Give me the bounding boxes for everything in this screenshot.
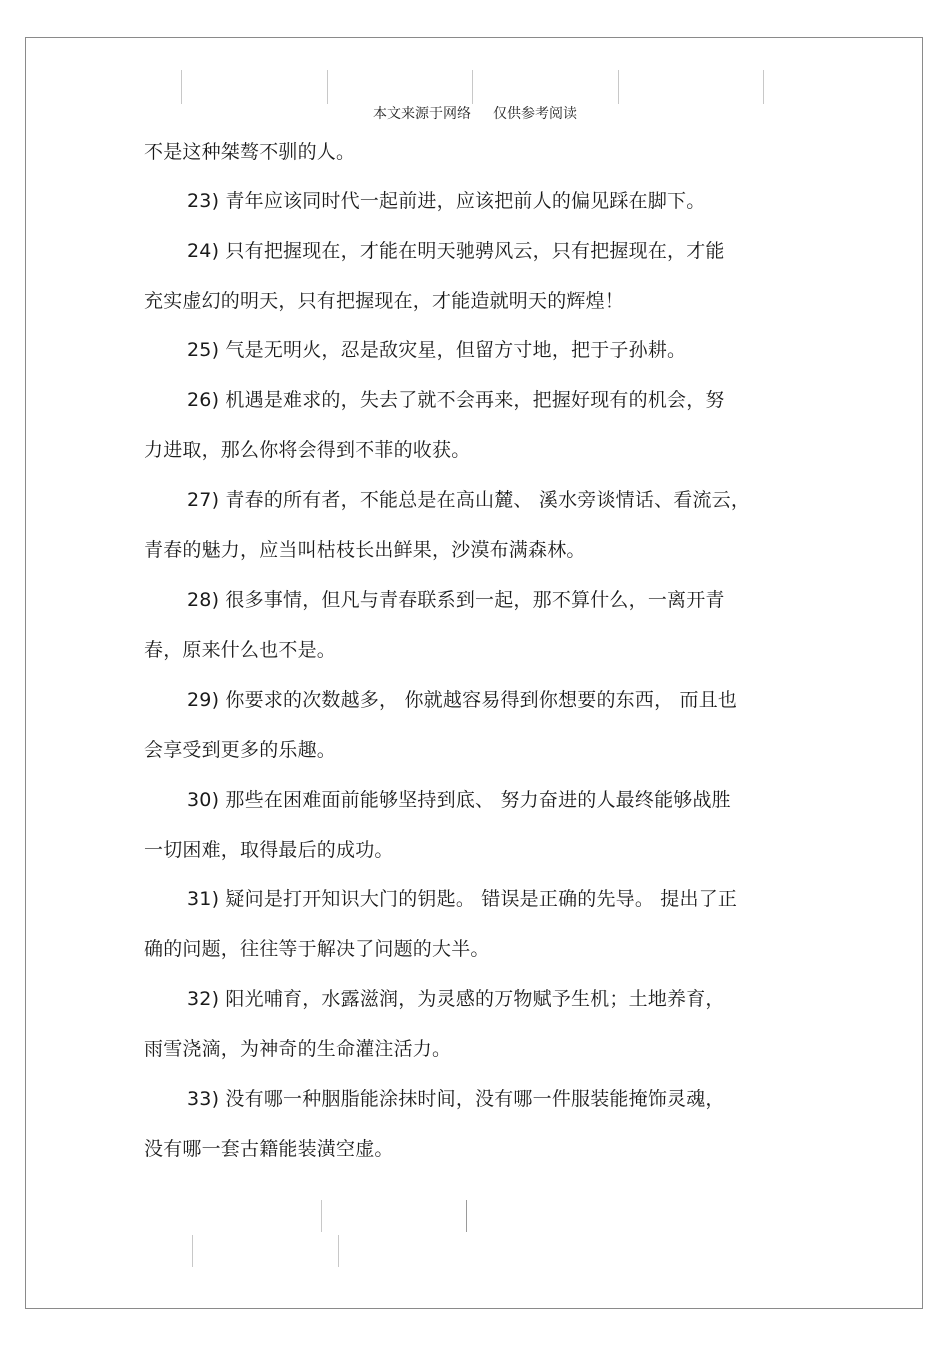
text-line: 32) 阳光哺育，水露滋润，为灵感的万物赋予生机；土地养育，: [187, 988, 725, 1010]
text-line: 25) 气是无明火，忍是敌灾星，但留方寸地，把于子孙耕。: [187, 339, 687, 361]
rule-mark: [763, 70, 764, 104]
text-line: 28) 很多事情，但凡与青春联系到一起，那不算什么，一离开青: [187, 589, 725, 611]
rule-mark: [472, 70, 473, 104]
rule-mark: [181, 70, 182, 104]
header-source-text: 本文来源于网络: [373, 106, 471, 122]
page-header: [0, 103, 950, 123]
text-line: 没有哪一套古籍能装潢空虚。: [144, 1138, 394, 1160]
text-line: 青春的魅力，应当叫枯枝长出鲜果，沙漠布满森林。: [144, 539, 586, 561]
rule-mark: [321, 1200, 322, 1232]
text-line: 23) 青年应该同时代一起前进，应该把前人的偏见踩在脚下。: [187, 190, 706, 212]
rule-mark: [327, 70, 328, 104]
text-line: 充实虚幻的明天，只有把握现在，才能造就明天的辉煌！: [144, 290, 625, 312]
text-line: 31) 疑问是打开知识大门的钥匙。 错误是正确的先导。 提出了正: [187, 888, 738, 910]
text-line: 雨雪浇滴，为神奇的生命灌注活力。: [144, 1038, 452, 1060]
text-line: 确的问题，往往等于解决了问题的大半。: [144, 938, 490, 960]
rule-mark: [338, 1235, 339, 1267]
header-reference-text: 仅供参考阅读: [493, 106, 577, 122]
text-line: 会享受到更多的乐趣。: [144, 739, 337, 761]
text-line: 力进取，那么你将会得到不菲的收获。: [144, 439, 471, 461]
text-line: 27) 青春的所有者，不能总是在高山麓、 溪水旁谈情话、看流云，: [187, 489, 751, 511]
text-line: 不是这种桀骜不驯的人。: [144, 141, 356, 163]
text-line: 春，原来什么也不是。: [144, 639, 337, 661]
text-line: 29) 你要求的次数越多， 你就越容易得到你想要的东西， 而且也: [187, 689, 738, 711]
text-line: 30) 那些在困难面前能够坚持到底、 努力奋进的人最终能够战胜: [187, 789, 731, 811]
rule-mark: [192, 1235, 193, 1267]
text-line: 26) 机遇是难求的，失去了就不会再来，把握好现有的机会，努: [187, 389, 725, 411]
text-line: 一切困难，取得最后的成功。: [144, 839, 394, 861]
rule-mark: [618, 70, 619, 104]
text-line: 24) 只有把握现在，才能在明天驰骋风云，只有把握现在，才能: [187, 240, 725, 262]
page-border: [25, 37, 923, 1309]
text-line: 33) 没有哪一种胭脂能涂抹时间，没有哪一件服装能掩饰灵魂，: [187, 1088, 725, 1110]
rule-mark: [466, 1200, 467, 1232]
